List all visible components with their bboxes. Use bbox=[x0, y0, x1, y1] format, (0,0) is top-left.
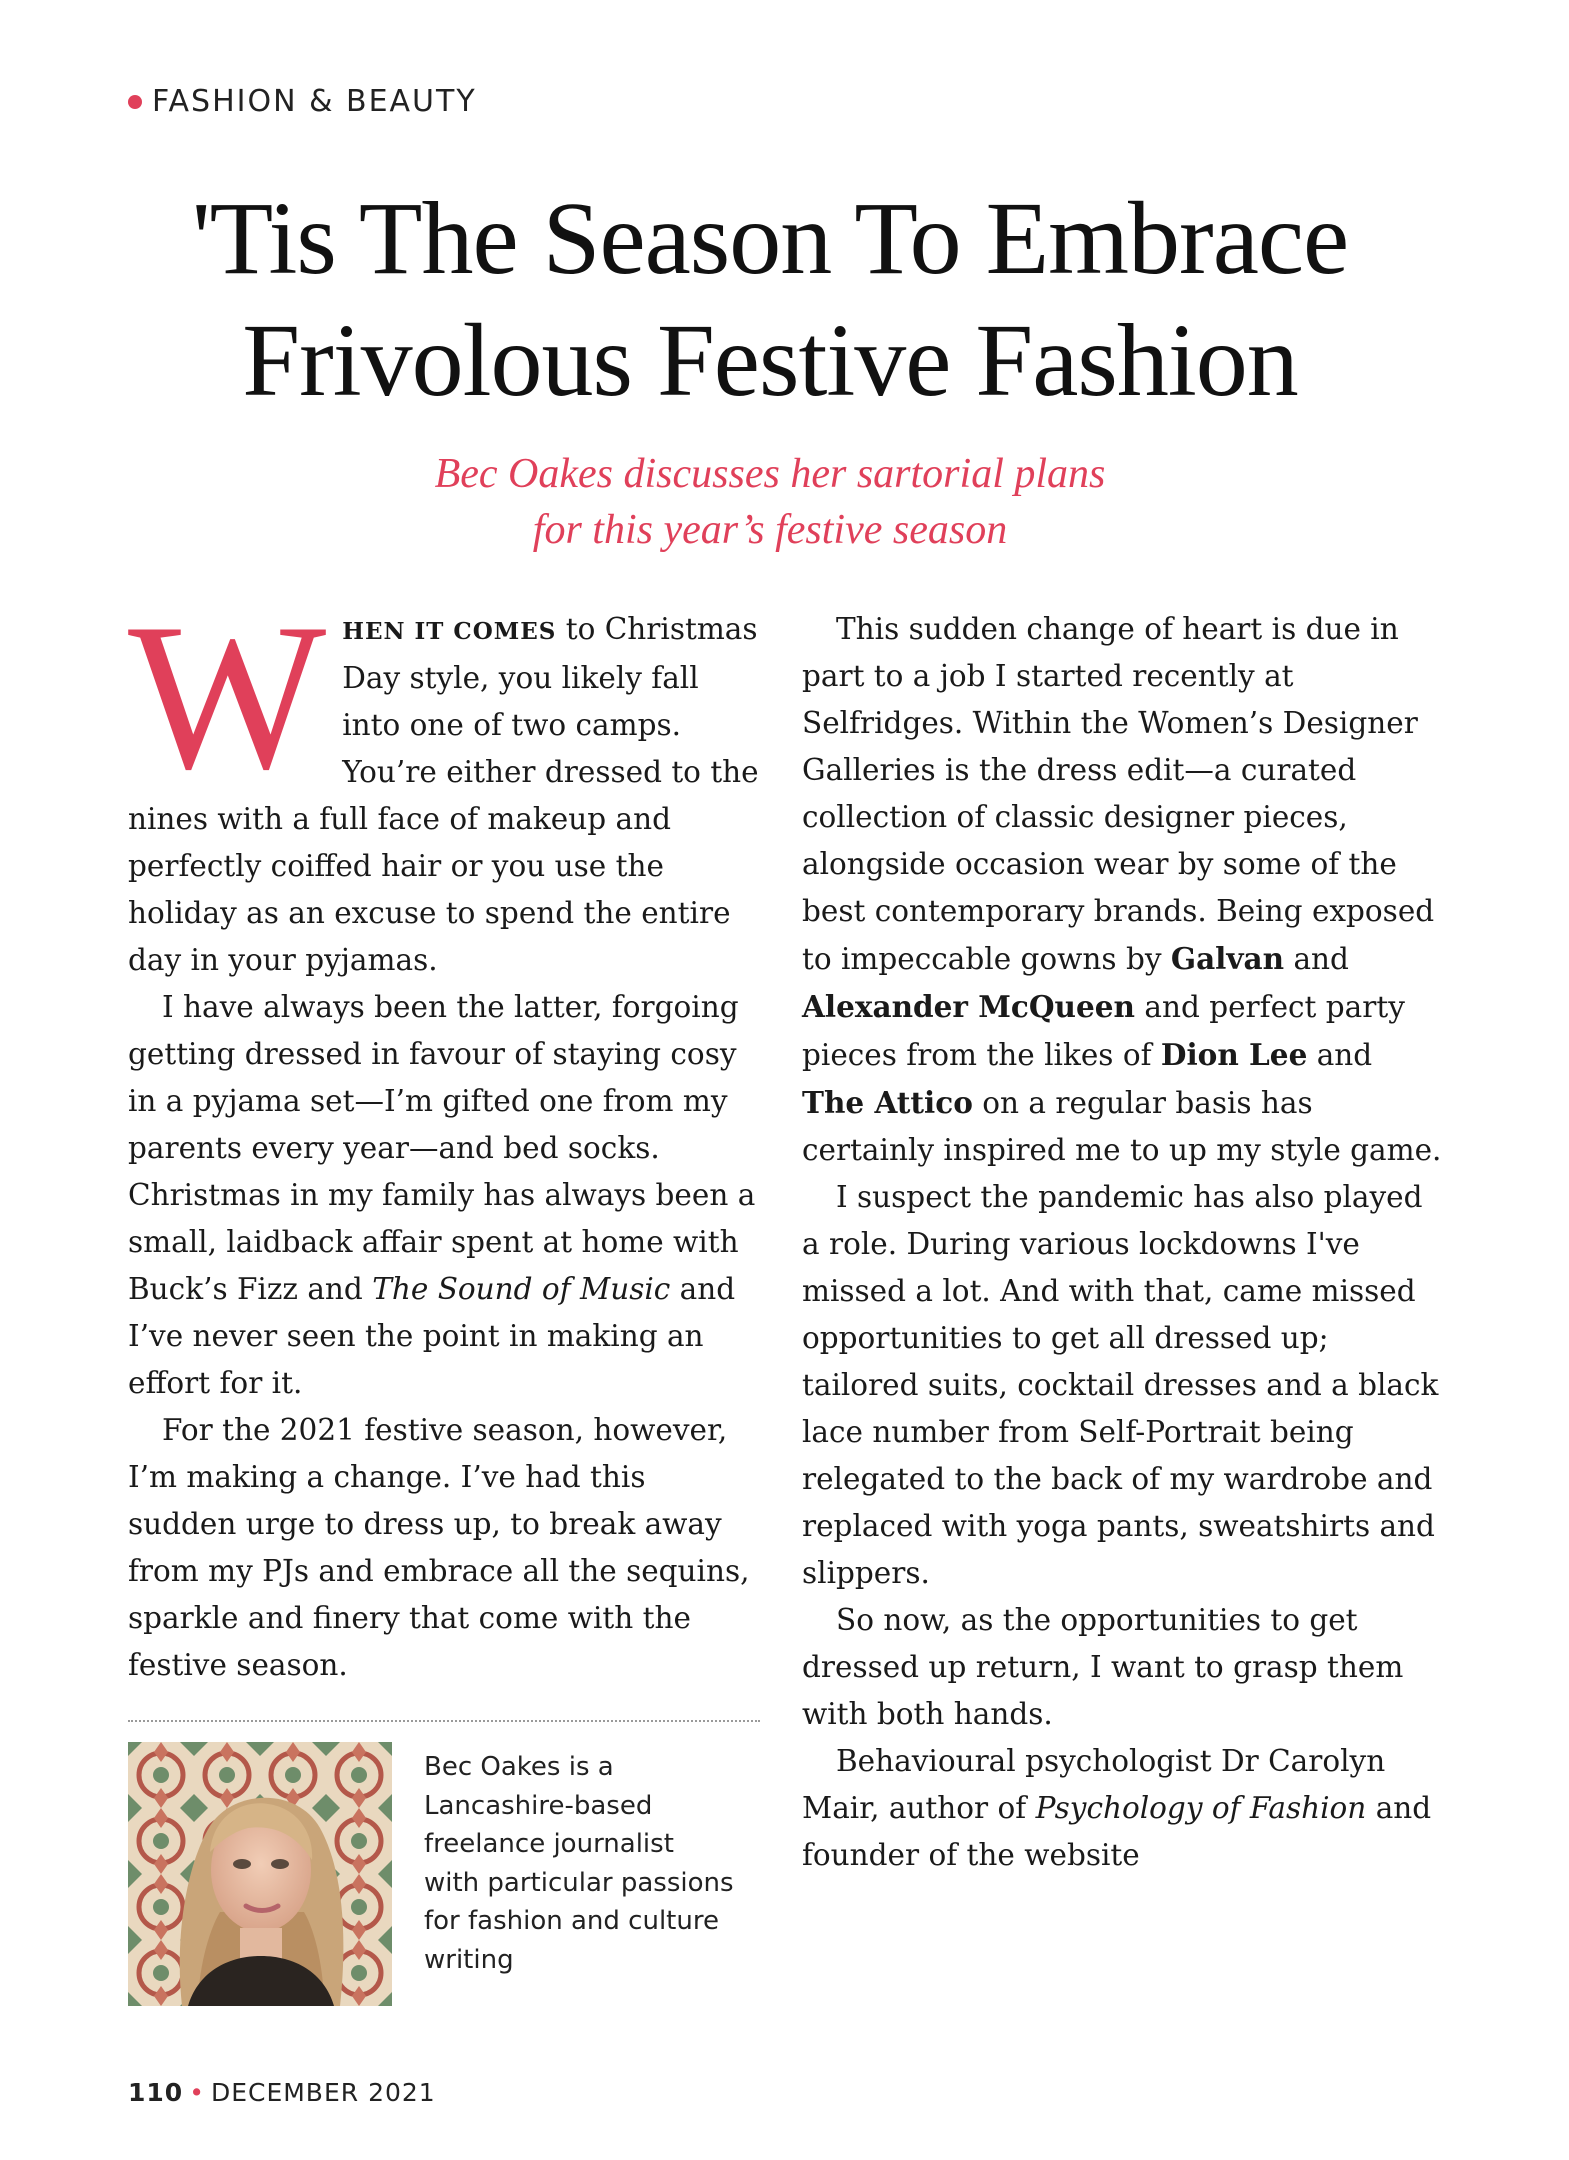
article-title bbox=[60, 178, 1480, 422]
brand-alexander-mcqueen: Alexander McQueen bbox=[802, 989, 1135, 1024]
article-title-line-2: Frivolous Festive Fashion bbox=[242, 303, 1298, 418]
section-label bbox=[128, 84, 477, 119]
paragraph-7 bbox=[802, 1738, 1442, 1879]
author-bio: Bec Oakes is a Lancashire-based freelance journalist with particular passions for fashion and culture writing bbox=[424, 1752, 734, 1975]
paragraph-6: So now, as the opportunities to get dressed up return, I want to grasp them with both hands. bbox=[802, 1603, 1404, 1731]
brand-dion-lee: Dion Lee bbox=[1160, 1037, 1308, 1072]
paragraph-7-text-a: Behavioural psychologist Dr Carolyn Mair, author of bbox=[802, 1744, 1386, 1825]
issue-date: DECEMBER 2021 bbox=[210, 2078, 436, 2107]
article-title-line-1: 'Tis The Season To Embrace bbox=[191, 181, 1349, 296]
page-footer bbox=[128, 2078, 436, 2107]
paragraph-2-text-b: and I’ve never seen the point in making an effort for it. bbox=[128, 1272, 736, 1400]
article-column-left bbox=[128, 581, 760, 1689]
brand-the-attico: The Attico bbox=[802, 1085, 973, 1120]
book-title: Psychology of Fashion bbox=[1035, 1791, 1367, 1825]
paragraph-4-and-2: and bbox=[1307, 1038, 1373, 1072]
paragraph-4 bbox=[802, 606, 1442, 1174]
standfirst-line-2: for this year’s festive season bbox=[532, 507, 1008, 553]
paragraph-3: For the 2021 festive season, however, I’m making a change. I’ve had this sudden urge to dress up, to break away from my PJs and embrace all the sequins, sparkle and finery that come with the festive season. bbox=[128, 1413, 750, 1682]
paragraph-4-text-b: and perfect party pieces from the likes of bbox=[802, 990, 1405, 1072]
paragraph-1-text: to Christmas Day style, you likely fall into one of two camps. You’re either dressed to the nines with a full face of makeup and perfectly coiffed hair or you use the holiday as an excuse to spend the entire day in your pyjamas. bbox=[128, 612, 759, 977]
bullet-dot-icon bbox=[128, 95, 142, 109]
article-standfirst bbox=[260, 446, 1280, 558]
paragraph-2 bbox=[128, 984, 760, 1407]
author-divider bbox=[128, 1720, 760, 1722]
film-title: The Sound of Music bbox=[372, 1272, 671, 1306]
paragraph-4-text-a: This sudden change of heart is due in part to a job I started recently at Selfridges. Within the Women’s Designer Galleries is the dress edit—a curated collection of classic designer pieces, alongside occasion wear by some of the best contemporary brands. Being exposed to impeccable gowns by bbox=[802, 612, 1435, 976]
section-label-text: FASHION & BEAUTY bbox=[152, 84, 477, 119]
lead-in-caps: HEN IT COMES bbox=[342, 618, 557, 645]
article-column-right bbox=[802, 606, 1442, 1879]
paragraph-2-text-a: I have always been the latter, forgoing getting dressed in favour of staying cosy in a pyjama set—I’m gifted one from my parents every year—and bed socks. Christmas in my family has always been a small, laidback affair spent at home with Buck’s Fizz and bbox=[128, 990, 756, 1306]
standfirst-line-1: Bec Oakes discusses her sartorial plans bbox=[434, 451, 1106, 497]
footer-bullet-icon: • bbox=[189, 2078, 205, 2107]
brand-galvan: Galvan bbox=[1170, 941, 1285, 976]
paragraph-5: I suspect the pandemic has also played a role. During various lockdowns I've missed a lot. And with that, came missed opportunities to get all dressed up; tailored suits, cocktail dresses and a black lace number from Self-Portrait being relegated to the back of my wardrobe and replaced with yoga pants, sweatshirts and slippers. bbox=[802, 1180, 1439, 1590]
paragraph-7-text-b: and founder of the website bbox=[802, 1791, 1432, 1872]
page-number: 110 bbox=[128, 2078, 184, 2107]
author-photo bbox=[128, 1742, 392, 2006]
paragraph-4-text-c: on a regular basis has certainly inspired me to up my style game. bbox=[802, 1086, 1442, 1167]
paragraph-4-and-1: and bbox=[1284, 942, 1349, 976]
drop-cap: W bbox=[128, 581, 327, 813]
